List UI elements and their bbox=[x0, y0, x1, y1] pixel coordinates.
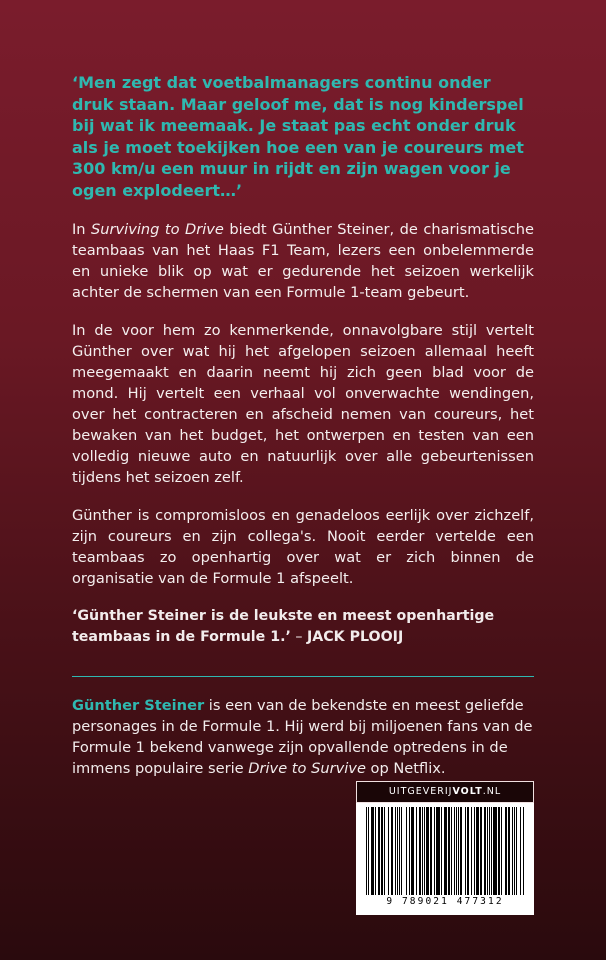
barcode-bars bbox=[366, 807, 524, 895]
barcode-stripe bbox=[493, 807, 497, 895]
barcode-stripe bbox=[471, 807, 472, 895]
barcode-stripe bbox=[416, 807, 417, 895]
barcode-stripe bbox=[448, 807, 450, 895]
endorsement bbox=[72, 606, 534, 648]
endorsement-dash: – bbox=[290, 629, 308, 645]
barcode-stripe bbox=[391, 807, 393, 895]
barcode-stripe bbox=[458, 807, 459, 895]
barcode-stripe bbox=[388, 807, 389, 895]
barcode-stripe bbox=[487, 807, 488, 895]
publisher-url bbox=[356, 781, 534, 803]
barcode-stripe bbox=[409, 807, 410, 895]
barcode-stripe bbox=[397, 807, 398, 895]
barcode-stripe bbox=[460, 807, 462, 895]
barcode-stripe bbox=[451, 807, 452, 895]
barcode-stripe bbox=[505, 807, 507, 895]
summary-paragraph-3: Günther is compromisloos en genadeloos eerlijk over zichzelf, zijn coureurs en zijn collega's. Nooit eerder vertelde een teambaas zo openhartig over wat er zich binnen de organisatie van de Formule 1 afspeelt. bbox=[72, 507, 534, 587]
barcode-stripe bbox=[444, 807, 447, 895]
bio-text-2: op Netflix. bbox=[365, 760, 446, 777]
barcode-stripe bbox=[456, 807, 457, 895]
barcode-stripe bbox=[484, 807, 486, 895]
barcode-stripe bbox=[512, 807, 513, 895]
barcode-stripe bbox=[378, 807, 380, 895]
barcode-stripe bbox=[508, 807, 510, 895]
barcode-stripe bbox=[465, 807, 466, 895]
barcode-stripe bbox=[514, 807, 515, 895]
barcode-stripe bbox=[489, 807, 490, 895]
publisher-prefix: UITGEVERIJ bbox=[388, 786, 453, 797]
barcode-stripe bbox=[399, 807, 400, 895]
barcode-stripe bbox=[426, 807, 429, 895]
barcode-stripe bbox=[424, 807, 425, 895]
isbn-barcode bbox=[356, 803, 534, 915]
barcode-stripe bbox=[371, 807, 374, 895]
para1-rest: biedt Günther Steiner, de charismatische teambaas van het Haas F1 Team, lezers een onbelemmerde en unieke blik op wat er gedurende het seizoen werkelijk achter de schermen van een Formule 1-team gebeurt. bbox=[72, 221, 534, 301]
barcode-stripe bbox=[411, 807, 414, 895]
barcode-stripe bbox=[375, 807, 376, 895]
barcode-stripe bbox=[406, 807, 407, 895]
barcode-stripe bbox=[480, 807, 482, 895]
barcode-digits: 9 789021 477312 bbox=[386, 896, 504, 907]
barcode-stripe bbox=[523, 807, 524, 895]
barcode-stripe bbox=[422, 807, 423, 895]
author-name: Günther Steiner bbox=[72, 697, 205, 714]
barcode-stripe bbox=[381, 807, 383, 895]
barcode-stripe bbox=[395, 807, 396, 895]
barcode-stripe bbox=[520, 807, 521, 895]
barcode-stripe bbox=[498, 807, 500, 895]
barcode-block bbox=[356, 781, 534, 915]
barcode-stripe bbox=[436, 807, 440, 895]
publisher-bold: VOLT bbox=[452, 786, 483, 797]
summary-paragraph-2: In de voor hem zo kenmerkende, onnavolgbare stijl vertelt Günther over wat hij het afgelopen seizoen allemaal heeft meegemaakt en daarin neemt hij zich geen blad voor de mond. Hij vertelt een verhaal vol onverwachte wendingen, over het contracteren en afscheid nemen van coureurs, het bewaken van het budget, het ontwerpen en testen van een volledig nieuwe auto en natuurlijk over alle gebeurtenissen tijdens het seizoen zelf. bbox=[72, 322, 534, 486]
endorsement-text: ‘Günther Steiner is de leukste en meest openhartige teambaas in de Formule 1.’ bbox=[72, 608, 495, 645]
barcode-stripe bbox=[491, 807, 492, 895]
barcode-stripe bbox=[366, 807, 367, 895]
book-title: Surviving to Drive bbox=[91, 221, 224, 238]
barcode-stripe bbox=[430, 807, 432, 895]
barcode-stripe bbox=[368, 807, 369, 895]
para1-prefix: In bbox=[72, 221, 92, 238]
show-title: Drive to Survive bbox=[248, 760, 366, 777]
barcode-stripe bbox=[474, 807, 475, 895]
barcode-stripe bbox=[516, 807, 517, 895]
barcode-stripe bbox=[401, 807, 402, 895]
opening-quote: ‘Men zegt dat voetbalmanagers continu onder druk staan. Maar geloof me, dat is nog kinderspel bij wat ik meemaak. Je staat pas echt onder druk als je moet toekijken hoe een van je coureurs met 300 km/u een muur in rijdt en zijn wagen voor je ogen explodeert…’ bbox=[72, 73, 524, 200]
back-cover-text bbox=[72, 72, 534, 779]
barcode-stripe bbox=[441, 807, 442, 895]
publisher-suffix: .NL bbox=[482, 786, 502, 797]
barcode-stripe bbox=[434, 807, 435, 895]
barcode-stripe bbox=[476, 807, 479, 895]
section-divider bbox=[72, 676, 534, 677]
barcode-stripe bbox=[454, 807, 455, 895]
bio-text-1: is een van de bekendste en meest geliefde personages in de Formule 1. Hij werd bij miljoenen fans van de Formule 1 bekend vanwege zijn opvallende optredens in de immens populaire serie bbox=[72, 697, 533, 777]
barcode-stripe bbox=[384, 807, 385, 895]
barcode-stripe bbox=[467, 807, 469, 895]
author-bio bbox=[72, 695, 534, 779]
summary-paragraph-1 bbox=[72, 219, 534, 303]
barcode-stripe bbox=[419, 807, 421, 895]
endorsement-author: JACK PLOOIJ bbox=[307, 629, 404, 645]
barcode-stripe bbox=[501, 807, 502, 895]
